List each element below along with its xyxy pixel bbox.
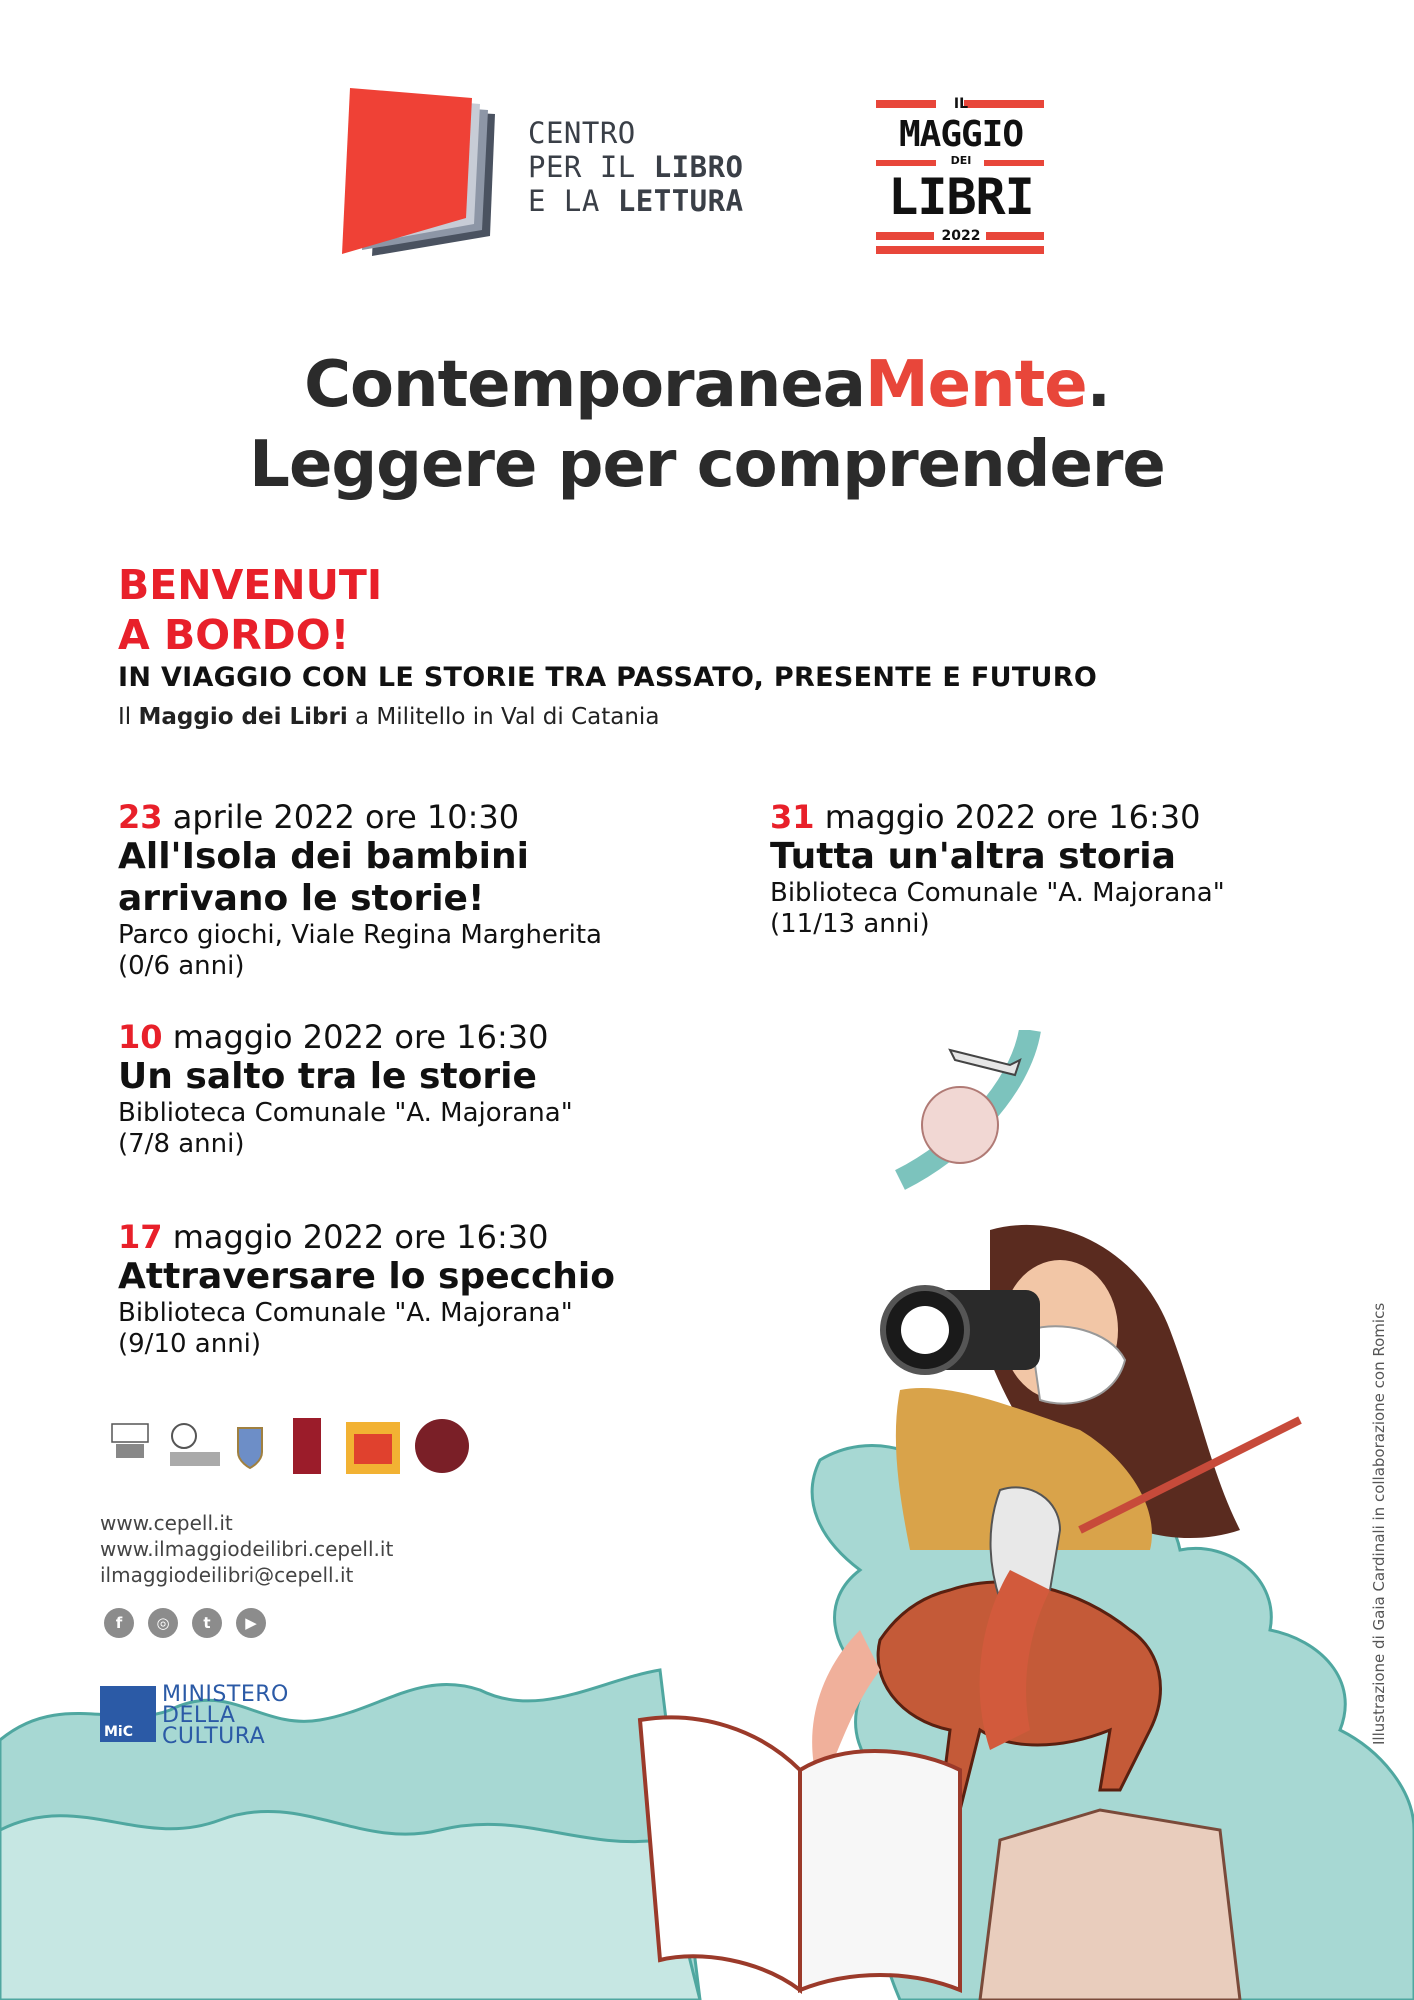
borghi-logo: [293, 1418, 321, 1474]
city-library-logo: [415, 1419, 469, 1473]
event-location: Biblioteca Comunale "A. Majorana": [118, 1098, 573, 1128]
cepell-book-icon: [340, 88, 520, 268]
partner-logos: [110, 1416, 480, 1478]
event-3: [118, 1218, 678, 1360]
event-series-subheading: IN VIAGGIO CON LE STORIE TRA PASSATO, PRESENTE E FUTURO: [118, 662, 1098, 693]
main-title: ContemporaneaMente.: [304, 348, 1110, 422]
event-location: Parco giochi, Viale Regina Margherita: [118, 920, 602, 950]
open-book: [640, 1717, 800, 1990]
event-2: [118, 1018, 678, 1160]
event-title: All'Isola dei bambini arrivano le storie!: [118, 836, 529, 919]
ministry-name: MINISTERO DELLA CULTURA: [162, 1682, 289, 1749]
event-4: [770, 798, 1330, 940]
event-date: 10 maggio 2022 ore 16:30: [118, 1018, 549, 1056]
world-heritage-logo: [172, 1424, 196, 1448]
event-location: Biblioteca Comunale "A. Majorana": [770, 878, 1225, 908]
website-link[interactable]: www.cepell.it: [100, 1511, 233, 1535]
youtube-icon[interactable]: ▶: [236, 1608, 266, 1638]
event-title: Tutta un'altra storia: [770, 836, 1176, 877]
maggio-dei-libri-logo: IL MAGGIO DEI LIBRI 2022: [876, 96, 1046, 252]
illustration-credit: Illustrazione di Gaia Cardinali in collaborazione con Romics: [1370, 1302, 1388, 1745]
event-date: 23 aprile 2022 ore 10:30: [118, 798, 520, 836]
maggio-website-link[interactable]: www.ilmaggiodeilibri.cepell.it: [100, 1537, 394, 1561]
contacts: [100, 1510, 393, 1588]
event-location: Biblioteca Comunale "A. Majorana": [118, 1298, 573, 1328]
social-icons: [104, 1608, 280, 1638]
twitter-icon[interactable]: t: [192, 1608, 222, 1638]
mic-badge: MiC: [100, 1686, 156, 1742]
unesco-logo: [112, 1424, 148, 1458]
event-date: 31 maggio 2022 ore 16:30: [770, 798, 1201, 836]
town-crest-logo: [238, 1428, 262, 1468]
event-date: 17 maggio 2022 ore 16:30: [118, 1218, 549, 1256]
email-link[interactable]: ilmaggiodeilibri@cepell.it: [100, 1563, 354, 1587]
event-1: [118, 798, 602, 982]
event-title: Attraversare lo specchio: [118, 1256, 615, 1297]
event-age: (0/6 anni): [118, 951, 245, 981]
event-age: (9/10 anni): [118, 1329, 262, 1359]
main-subtitle: Leggere per comprendere: [249, 428, 1165, 502]
event-age: (11/13 anni): [770, 909, 930, 939]
event-title: Un salto tra le storie: [118, 1056, 537, 1097]
castle: [980, 1810, 1240, 2000]
instagram-icon[interactable]: ◎: [148, 1608, 178, 1638]
moon: [922, 1087, 998, 1163]
event-place-line: Il Maggio dei Libri a Militello in Val di Catania: [118, 704, 660, 730]
ministero-cultura-logo: [100, 1682, 300, 1749]
cepell-wordmark: CENTRO PER IL LIBRO E LA LETTURA: [528, 116, 744, 218]
facebook-icon[interactable]: f: [104, 1608, 134, 1638]
cepell-logo: [340, 88, 800, 268]
event-age: (7/8 anni): [118, 1129, 245, 1159]
welcome-heading: BENVENUTI A BORDO!: [118, 561, 383, 659]
